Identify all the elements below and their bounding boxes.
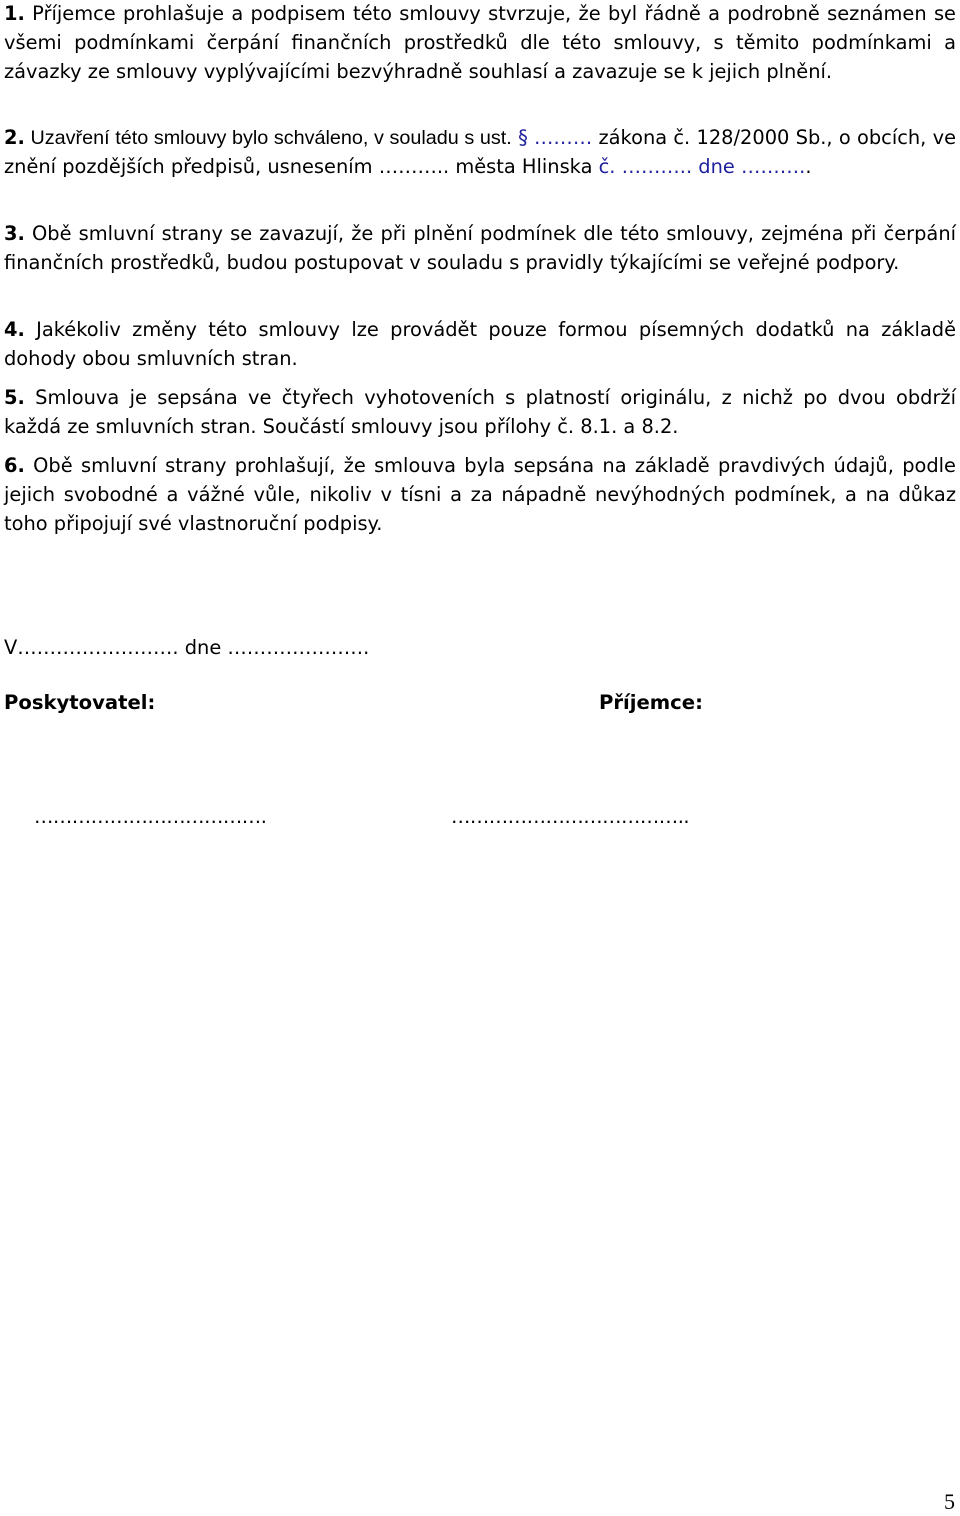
place-and-date: V……………………. dne …………………. [4,636,370,659]
clause-number: 2. [4,126,25,149]
clause-4 [4,316,956,374]
clause-number: 5. [4,386,25,409]
provider-signature-line: ………………………………. [34,805,267,828]
clause-text: Smlouva je sepsána ve čtyřech vyhotoveních s platností originálu, z nichž po dvou obdrží každá ze smluvních stran. Součástí smlouvy jsou přílohy č. 8.1. a 8.2. [4,386,956,438]
clause-5 [4,384,956,442]
clause-6 [4,452,956,538]
clause-text-end: . [805,154,812,178]
clause-text: Obě smluvní strany prohlašují, že smlouva byla sepsána na základě pravdivých údajů, podle jejich svobodné a vážné vůle, nikoliv v tísni a za nápadně nevýhodných podmínek, a na důkaz toho připojují své vlastnoruční podpisy. [4,454,956,535]
recipient-label: Příjemce: [599,691,703,714]
clause-number: 3. [4,222,25,245]
clause-number: 6. [4,454,25,477]
clause-text: zákona č. 128/2000 Sb., o obcích, ve znění pozdějších předpisů, usnesením ……….. města Hlinska [4,126,957,178]
clause-3 [4,220,956,278]
clause-number: 1. [4,2,25,25]
clause-number: 4. [4,318,25,341]
clause-1 [4,0,956,86]
recipient-signature-line: ……………………………….. [451,805,690,828]
clause-text: Obě smluvní strany se zavazují, že při plnění podmínek dle této smlouvy, zejména při čerpání finančních prostředků, budou postupovat v souladu s pravidly týkajícími se veřejné podpory. [4,222,956,274]
section-placeholder: § ……… [511,126,593,149]
provider-label: Poskytovatel: [4,691,156,714]
resolution-placeholder: č. ……….. dne ………. [598,154,806,178]
clause-text: Jakékoliv změny této smlouvy lze provádět pouze formou písemných dodatků na základě dohody obou smluvních stran. [4,318,956,370]
clause-text: Uzavření této smlouvy bylo schváleno, v souladu s ust. [24,127,512,149]
page-number: 5 [944,1489,955,1514]
clause-2 [4,124,956,182]
clause-text: Příjemce prohlašuje a podpisem této smlouvy stvrzuje, že byl řádně a podrobně seznámen se všemi podmínkami čerpání finančních prostředků dle této smlouvy, s těmito podmínkami a závazky ze smlouvy vyplývajícími bezvýhradně souhlasí a zavazuje se k jejich plnění. [4,2,956,83]
